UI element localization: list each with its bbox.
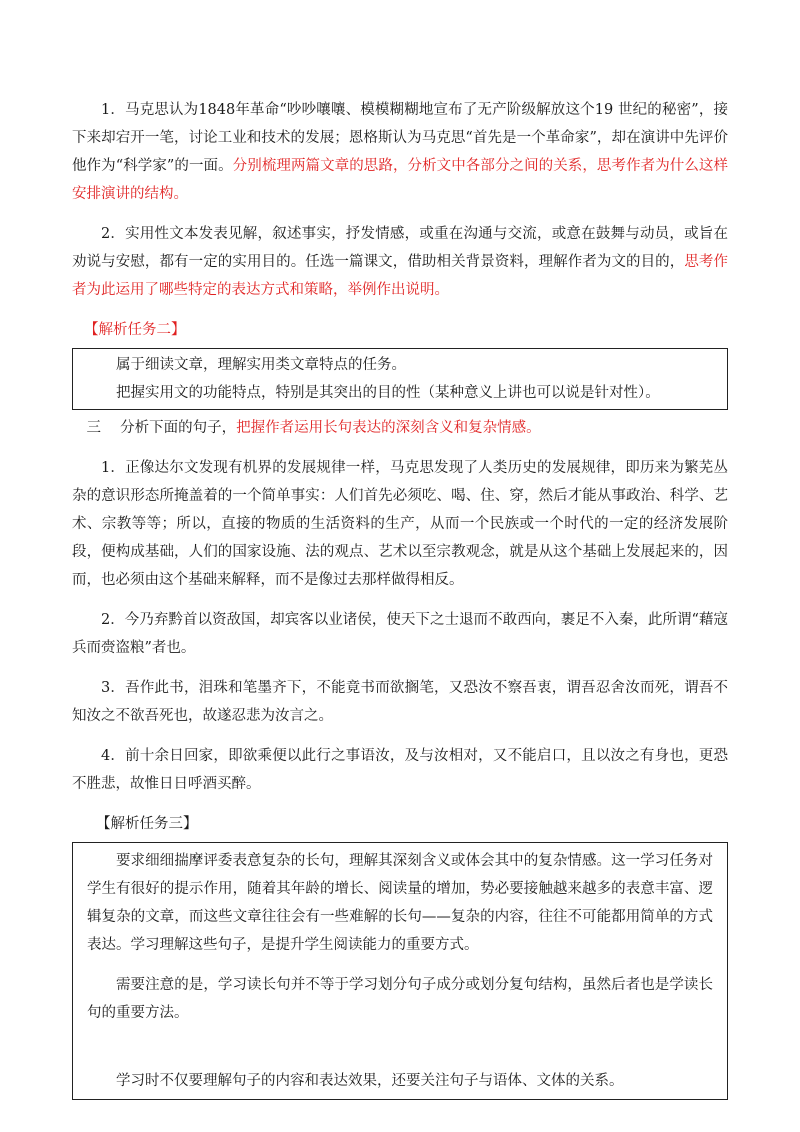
analysis-3-paragraph: 需要注意的是，学习读长句并不等于学习划分句子成分或划分复句结构，虽然后者也是学读长句的重要方法。 [87, 977, 713, 1021]
task3-heading [72, 414, 728, 442]
analysis-2-line: 属于细读文章，理解实用类文章特点的任务。 [116, 357, 406, 373]
task3-heading-highlight: 把握作者运用长句表达的深刻含义和复杂情感。 [236, 420, 541, 436]
task3-sentence-4: 4．前十余日回家，即欲乘便以此行之事语汝，及与汝相对，又不能启口，且以汝之有身也，更恐不胜悲，故惟日日呼酒买醉。 [72, 748, 728, 792]
task1-item-1 [72, 96, 728, 208]
task1-item-2 [72, 220, 728, 304]
task3-sentence-1: 1．正像达尔文发现有机界的发展规律一样，马克思发现了人类历史的发展规律，即历来为繁芜丛杂的意识形态所掩盖着的一个简单事实：人们首先必须吃、喝、住、穿，然后才能从事政治、科学、艺术、宗教等等；所以，直接的物质的生活资料的生产，从而一个民族或一个时代的一定的经济发展阶段，便构成基础，人们的国家设施、法的观点、艺术以至宗教观念，就是从这个基础上发展起来的，因而，也必须由这个基础来解释，而不是像过去那样做得相反。 [72, 460, 728, 588]
analysis-3-spacer [87, 1027, 713, 1067]
task1-item-2-highlight: 思考作者为此运用了哪些特定的表达方式和策略，举例作出说明。 [72, 254, 729, 298]
task3-sentence-3: 3．吾作此书，泪珠和笔墨齐下，不能竟书而欲搁笔，又恐汝不察吾衷，谓吾忍舍汝而死，谓吾不知汝之不欲吾死也，故遂忍悲为汝言之。 [72, 680, 728, 724]
task1-item-1-highlight: 分别梳理两篇文章的思路，分析文中各部分之间的关系，思考作者为什么这样安排演讲的结构。 [72, 158, 728, 202]
task3-heading-text: 三 分析下面的句子， [86, 420, 237, 436]
document-page [72, 96, 728, 1100]
analysis-2-box [72, 348, 728, 410]
analysis-3-paragraph: 学习时不仅要理解句子的内容和表达效果，还要关注句子与语体、文体的关系。 [116, 1073, 624, 1089]
analysis-3-paragraph: 要求细细揣摩评委表意复杂的长句，理解其深刻含义或体会其中的复杂情感。这一学习任务对学生有很好的提示作用，随着其年龄的增长、阅读量的增加，势必要接触越来越多的表意丰富、逻辑复杂的文章，而这些文章往往会有一些难解的长句——复杂的内容，往往不可能都用简单的方式表达。学习理解这些句子，是提升学生阅读能力的重要方式。 [87, 853, 713, 953]
analysis-3-box [72, 842, 728, 1100]
task1-item-2-text: 2．实用性文本发表见解，叙述事实，抒发情感，或重在沟通与交流，或意在鼓舞与动员，或旨在劝说与安慰，都有一定的实用目的。任选一篇课文，借助相关背景资料，理解作者为文的目的， [72, 226, 728, 270]
task1-item-1-text: 1．马克思认为1848年革命“吵吵嚷嚷、模模糊糊地宣布了无产阶级解放这个19 世纪的秘密”，接下来却宕开一笔，讨论工业和技术的发展；恩格斯认为马克思“首先是一个革命家”，却在演讲中先评价他作为“科学家”的一面。 [72, 102, 728, 174]
analysis-2-line: 把握实用文的功能特点，特别是其突出的目的性（某种意义上讲也可以说是针对性）。 [116, 385, 660, 401]
task3-sentence-2: 2．今乃弃黔首以资敌国，却宾客以业诸侯，使天下之士退而不敢西向，裹足不入秦，此所谓“藉寇兵而赍盗粮”者也。 [72, 612, 728, 656]
analysis-2-label: 【解析任务二】 [84, 322, 186, 338]
analysis-3-label: 【解析任务三】 [96, 816, 198, 832]
